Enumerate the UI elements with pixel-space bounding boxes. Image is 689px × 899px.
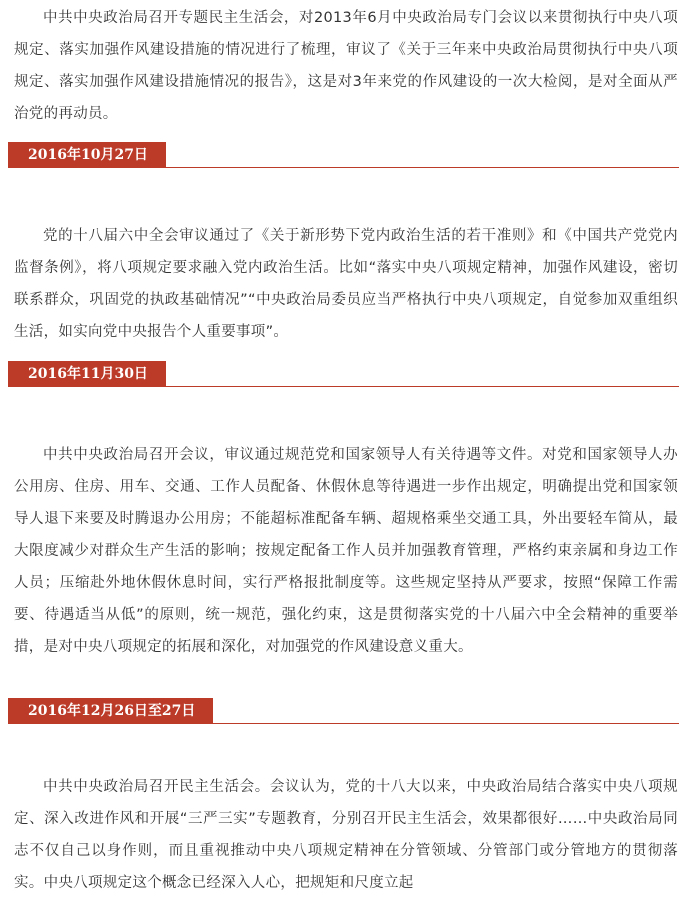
date-label-2016-10-27: 2016年10月27日 <box>8 142 166 168</box>
date-label-2016-12-26: 2016年12月26日至27日 <box>8 698 213 724</box>
paragraph-2016-10-27: 党的十八届六中全会审议通过了《关于新形势下党内政治生活的若干准则》和《中国共产党党内监督条例》，将八项规定要求融入党内政治生活。比如“落实中央八项规定精神，加强作风建设，密切联系群众，巩固党的执政基础情况”“中央政治局委员应当严格执行中央八项规定，自觉参加双重组织生活，如实向党中央报告个人重要事项”。 <box>14 228 678 340</box>
date-label-2016-11-30: 2016年11月30日 <box>8 361 166 387</box>
paragraph-intro: 中共中央政治局召开专题民主生活会，对2013年6月中央政治局专门会议以来贯彻执行中央八项规定、落实加强作风建设措施的情况进行了梳理，审议了《关于三年来中央政治局贯彻执行中央八项规定、落实加强作风建设措施情况的报告》，这是对3年来党的作风建设的一次大检阅，是对全面从严治党的再动员。 <box>14 10 678 122</box>
paragraph-2016-11-30: 中共中央政治局召开会议，审议通过规范党和国家领导人有关待遇等文件。对党和国家领导人办公用房、住房、用车、交通、工作人员配备、休假休息等待遇进一步作出规定，明确提出党和国家领导人退下来要及时腾退办公用房；不能超标准配备车辆、超规格乘坐交通工具，外出要轻车简从，最大限度减少对群众生产生活的影响；按规定配备工作人员并加强教育管理，严格约束亲属和身边工作人员；压缩赴外地休假休息时间，实行严格报批制度等。这些规定坚持从严要求，按照“保障工作需要、待遇适当从低”的原则，统一规范，强化约束，这是贯彻落实党的十八届六中全会精神的重要举措，是对中央八项规定的拓展和深化，对加强党的作风建设意义重大。 <box>14 447 678 655</box>
paragraph-2016-12-26: 中共中央政治局召开民主生活会。会议认为，党的十八大以来，中央政治局结合落实中央八项规定、深入改进作风和开展“三严三实”专题教育，分别召开民主生活会，效果都很好……中央政治局同志不仅自己以身作则，而且重视推动中央八项规定精神在分管领域、分管部门或分管地方的贯彻落实。中央八项规定这个概念已经深入人心，把规矩和尺度立起 <box>14 779 678 891</box>
